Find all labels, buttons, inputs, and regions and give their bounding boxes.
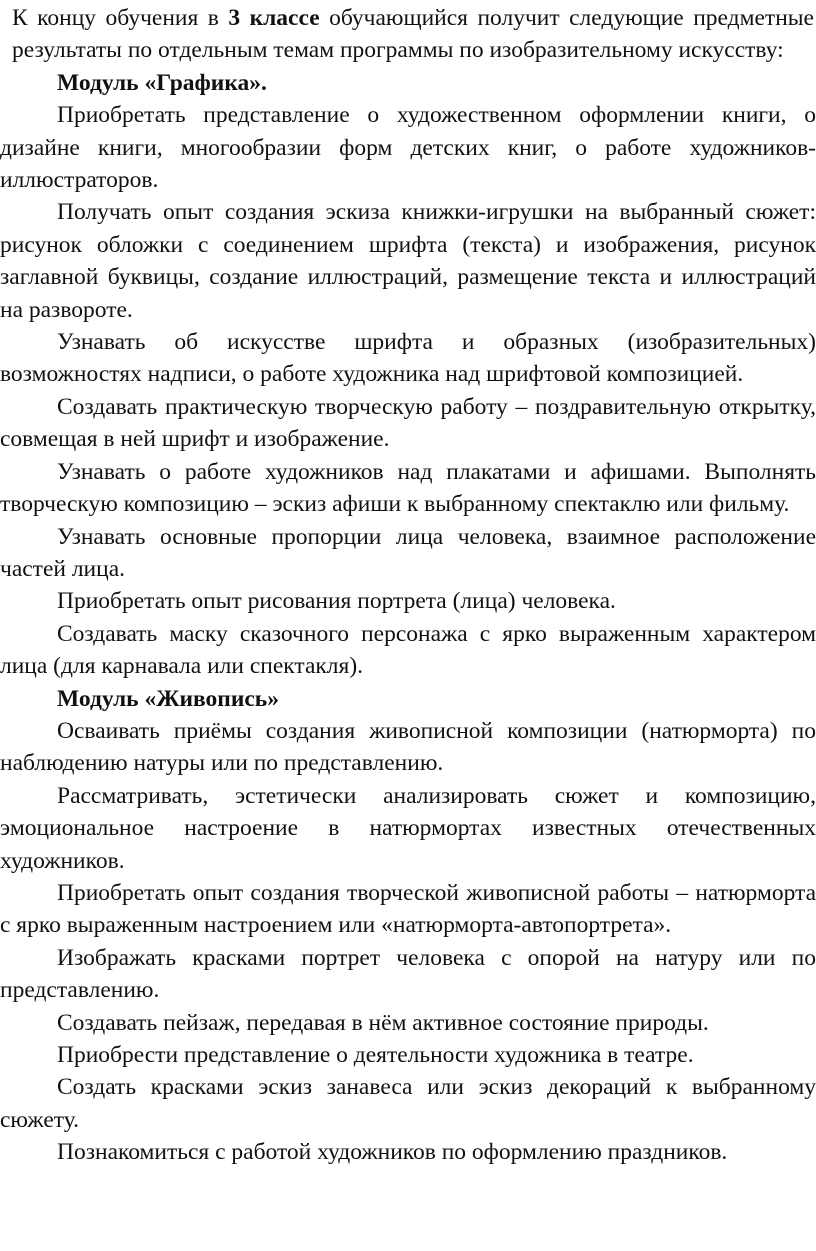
graphics-paragraph: Создавать маску сказочного персонажа с ярко выраженным характером лица (для карнавала или спектакля). bbox=[0, 620, 816, 680]
intro-paragraph bbox=[12, 2, 814, 67]
painting-paragraph: Осваивать приёмы создания живописной композиции (натюрморта) по наблюдению натуры или по представлению. bbox=[0, 717, 816, 777]
painting-paragraph: Приобрести представление о деятельности художника в театре. bbox=[57, 1042, 694, 1068]
painting-paragraph: Рассматривать, эстетически анализировать сюжет и композицию, эмоциональное настроение в натюрмортах известных отечественных художников. bbox=[0, 782, 816, 874]
graphics-paragraph: Создавать практическую творческую работу – поздравительную открытку, совмещая в ней шрифт и изображение. bbox=[0, 393, 816, 453]
painting-paragraph: Создать красками эскиз занавеса или эскиз декораций к выбранному сюжету. bbox=[0, 1074, 816, 1133]
intro-text-end: обучающийся получит следующие предметные результаты по отдельным темам программы по изобразительному искусству: bbox=[12, 5, 814, 64]
graphics-paragraph: Приобретать опыт рисования портрета (лица) человека. bbox=[57, 588, 616, 615]
graphics-paragraph: Узнавать об искусстве шрифта и образных (изобразительных) возможностях надписи, о работе художника над шрифтовой композицией. bbox=[0, 329, 816, 388]
graphics-paragraph: Узнавать основные пропорции лица человека, взаимное расположение частей лица. bbox=[0, 523, 816, 582]
painting-paragraph: Создавать пейзаж, передавая в нём активное состояние природы. bbox=[57, 1009, 709, 1036]
intro-text-start: К концу обучения в bbox=[12, 5, 229, 31]
painting-paragraph: Изображать красками портрет человека с опорой на натуру или по представлению. bbox=[0, 944, 816, 1004]
module-painting-heading: Модуль «Живопись» bbox=[57, 685, 279, 712]
painting-paragraph: Приобретать опыт создания творческой живописной работы – натюрморта с ярко выраженным настроением или «натюрморта-автопортрета». bbox=[0, 879, 816, 939]
document-page bbox=[0, 2, 816, 1169]
painting-paragraph: Познакомиться с работой художников по оформлению праздников. bbox=[57, 1139, 728, 1166]
grade-emphasis: 3 классе bbox=[228, 5, 320, 31]
graphics-paragraph: Получать опыт создания эскиза книжки-игрушки на выбранный сюжет: рисунок обложки с соединением шрифта (текста) и изображения, рисунок заглавной буквицы, создание иллюстраций, размещение текста и иллюстраций на развороте. bbox=[0, 199, 816, 323]
module-graphics-heading: Модуль «Графика». bbox=[57, 69, 267, 96]
graphics-paragraph: Узнавать о работе художников над плакатами и афишами. Выполнять творческую композицию – эскиз афиши к выбранному спектаклю или фильму. bbox=[0, 458, 816, 518]
graphics-paragraph: Приобретать представление о художественном оформлении книги, о дизайне книги, многообразии форм детских книг, о работе художников-иллюстраторов. bbox=[0, 102, 816, 194]
